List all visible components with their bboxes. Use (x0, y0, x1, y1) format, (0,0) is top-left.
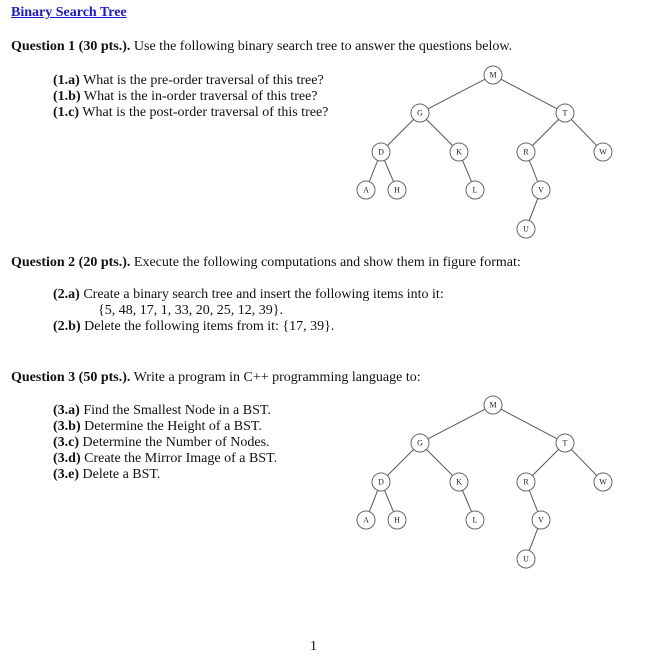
item-label: (1.c) (53, 105, 80, 120)
tree-edge-K-L (462, 160, 471, 181)
tree-edge-G-K (426, 119, 452, 145)
tree-node-G (411, 104, 429, 122)
tree-node-A (357, 511, 375, 529)
question-2-text: Execute the following computations and show them in figure format: (130, 255, 521, 270)
node-label: G (417, 108, 423, 118)
question-2-label: Question 2 (20 pts.). (11, 255, 131, 270)
node-label: H (394, 515, 400, 525)
tree-edge-D-A (369, 160, 377, 181)
tree-node-V (532, 511, 550, 529)
tree-edge-M-G (428, 409, 485, 439)
tree-node-U (517, 550, 535, 568)
question-2-heading (11, 255, 521, 271)
node-label: G (417, 438, 423, 448)
item-text: What is the pre-order traversal of this tree? (79, 73, 324, 88)
tree-edge-M-T (501, 79, 557, 109)
tree-node-W (594, 473, 612, 491)
node-label: R (523, 477, 529, 487)
tree-edge-G-K (426, 449, 452, 475)
tree-node-M (484, 396, 502, 414)
tree-edge-T-R (532, 449, 558, 475)
item-text: Determine the Height of a BST. (80, 419, 262, 434)
tree-edge-V-U (529, 528, 538, 550)
page-number: 1 (310, 639, 317, 654)
item-text: Create a binary search tree and insert the following items into it: (79, 287, 444, 302)
question-3-label: Question 3 (50 pts.). (11, 370, 131, 385)
node-label: W (599, 147, 607, 157)
question-2b (53, 319, 334, 335)
node-label: L (472, 185, 478, 195)
tree-node-L (466, 181, 484, 199)
item-text: Delete a BST. (79, 467, 161, 482)
tree-node-R (517, 143, 535, 161)
item-text: Find the Smallest Node in a BST. (79, 403, 271, 418)
question-1b (53, 89, 318, 105)
item-label: (2.b) (53, 319, 81, 334)
item-label: (2.a) (53, 287, 80, 302)
item-label: (1.b) (53, 89, 81, 104)
tree-node-K (450, 473, 468, 491)
question-3-heading (11, 370, 421, 386)
node-label: V (538, 185, 544, 195)
node-label: V (538, 515, 544, 525)
tree-node-K (450, 143, 468, 161)
node-label: A (363, 515, 369, 525)
item-label: (3.d) (53, 451, 81, 466)
tree-edge-M-G (428, 79, 485, 109)
node-label: M (489, 400, 497, 410)
tree-node-T (556, 434, 574, 452)
tree-node-U (517, 220, 535, 238)
tree-edge-T-W (571, 119, 596, 145)
question-3d (53, 451, 277, 467)
node-label: U (523, 224, 529, 234)
item-text: Determine the Number of Nodes. (79, 435, 270, 450)
node-label: D (378, 147, 384, 157)
document-title[interactable]: Binary Search Tree (11, 5, 127, 20)
question-3e (53, 467, 160, 483)
question-2a (53, 287, 444, 303)
tree-node-D (372, 473, 390, 491)
bst-diagram-question-3 (335, 385, 670, 580)
tree-node-T (556, 104, 574, 122)
tree-edge-D-H (384, 490, 393, 511)
node-label: D (378, 477, 384, 487)
tree-edge-D-H (384, 160, 393, 181)
item-text: {5, 48, 17, 1, 33, 20, 25, 12, 39}. (98, 303, 283, 318)
question-1-label: Question 1 (30 pts.). (11, 39, 131, 54)
node-label: W (599, 477, 607, 487)
item-text: What is the in-order traversal of this tree? (80, 89, 318, 104)
item-label: (3.c) (53, 435, 80, 450)
question-3-text: Write a program in C++ programming language to: (130, 370, 421, 385)
tree-edge-D-A (369, 490, 377, 511)
item-text: Delete the following items from it: {17, 39}. (80, 319, 335, 334)
tree-node-G (411, 434, 429, 452)
tree-edge-K-L (462, 490, 471, 511)
tree-edge-R-V (529, 490, 537, 511)
question-2a-items (98, 303, 283, 319)
tree-edge-V-U (529, 198, 538, 220)
node-label: U (523, 554, 529, 564)
tree-node-H (388, 511, 406, 529)
tree-node-D (372, 143, 390, 161)
node-label: H (394, 185, 400, 195)
node-label: K (456, 477, 462, 487)
tree-edge-R-V (529, 160, 537, 181)
question-3c (53, 435, 270, 451)
tree-edge-T-W (571, 449, 596, 475)
tree-node-A (357, 181, 375, 199)
node-label: T (562, 438, 568, 448)
node-label: R (523, 147, 529, 157)
question-1c (53, 105, 328, 121)
tree-node-L (466, 511, 484, 529)
tree-edge-G-D (387, 449, 413, 475)
tree-node-M (484, 66, 502, 84)
tree-node-V (532, 181, 550, 199)
item-text: Create the Mirror Image of a BST. (80, 451, 278, 466)
tree-edge-G-D (387, 119, 413, 145)
item-text: What is the post-order traversal of this tree? (79, 105, 329, 120)
node-label: K (456, 147, 462, 157)
node-label: M (489, 70, 497, 80)
question-1-text: Use the following binary search tree to answer the questions below. (130, 39, 513, 54)
tree-edge-M-T (501, 409, 557, 439)
tree-node-H (388, 181, 406, 199)
question-1a (53, 73, 324, 89)
item-label: (1.a) (53, 73, 80, 88)
node-label: A (363, 185, 369, 195)
item-label: (3.b) (53, 419, 81, 434)
item-label: (3.e) (53, 467, 80, 482)
node-label: T (562, 108, 568, 118)
bst-diagram-question-1 (335, 50, 670, 240)
question-3b (53, 419, 262, 435)
node-label: L (472, 515, 478, 525)
tree-node-W (594, 143, 612, 161)
tree-edge-T-R (532, 119, 558, 145)
item-label: (3.a) (53, 403, 80, 418)
tree-node-R (517, 473, 535, 491)
question-3a (53, 403, 271, 419)
